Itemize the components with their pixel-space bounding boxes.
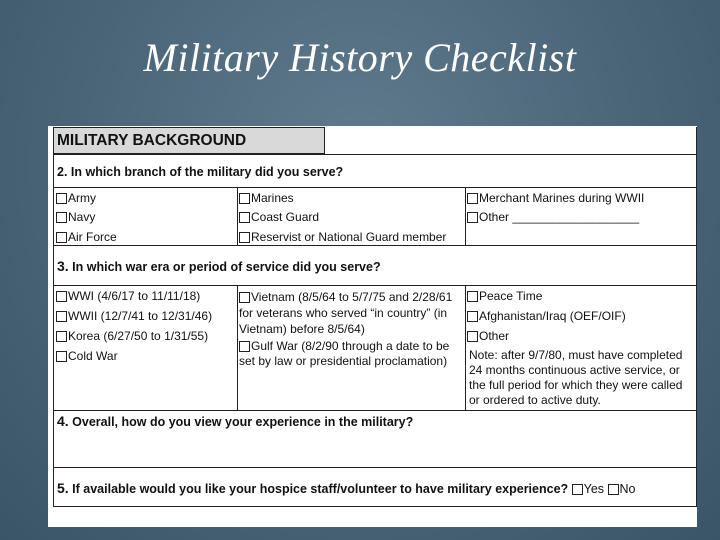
checkbox[interactable] bbox=[239, 212, 250, 223]
section-header: MILITARY BACKGROUND bbox=[54, 127, 325, 154]
divider bbox=[54, 187, 696, 188]
checkbox[interactable] bbox=[467, 193, 478, 204]
option-other-era[interactable] bbox=[467, 329, 509, 343]
question-2-label: 2. In which branch of the military did you serve? bbox=[57, 165, 344, 179]
checkbox[interactable] bbox=[56, 212, 67, 223]
option-wwii[interactable] bbox=[56, 309, 212, 323]
checkbox[interactable] bbox=[56, 232, 67, 243]
service-note: Note: after 9/7/80, must have completed 24 months continuous active service, or the full period for which they were called or ordered to active duty. bbox=[469, 348, 683, 407]
option-korea[interactable] bbox=[56, 329, 208, 343]
question-text: Overall, how do you view your experience in the military? bbox=[72, 415, 414, 429]
checkbox[interactable] bbox=[239, 193, 250, 204]
checkbox[interactable] bbox=[239, 341, 250, 352]
form-table bbox=[53, 127, 697, 507]
option-vietnam[interactable] bbox=[239, 289, 463, 337]
option-label: Gulf War (8/2/90 through a date to be set by law or presidential proclamation) bbox=[239, 339, 450, 368]
option-other-branch[interactable] bbox=[467, 210, 639, 224]
question-number: 4. bbox=[57, 413, 69, 429]
checkbox[interactable] bbox=[467, 311, 478, 322]
option-gulf-war[interactable] bbox=[239, 339, 463, 369]
column-divider bbox=[237, 187, 238, 245]
checkbox[interactable] bbox=[467, 291, 478, 302]
option-label: Marines bbox=[251, 191, 294, 205]
column-divider bbox=[465, 285, 466, 410]
military-background-form bbox=[48, 126, 697, 527]
option-cold-war[interactable] bbox=[56, 349, 118, 363]
question-4-label bbox=[57, 413, 413, 429]
option-air-force[interactable] bbox=[56, 230, 117, 244]
question-3-label bbox=[57, 258, 381, 274]
option-label: Army bbox=[68, 191, 96, 205]
checkbox[interactable] bbox=[467, 331, 478, 342]
divider bbox=[54, 154, 696, 155]
option-label: Peace Time bbox=[479, 289, 543, 303]
option-coast-guard[interactable] bbox=[239, 210, 319, 224]
option-peace-time[interactable] bbox=[467, 289, 542, 303]
checkbox[interactable] bbox=[56, 311, 67, 322]
question-text: In which war era or period of service did you serve? bbox=[72, 260, 381, 274]
option-army[interactable] bbox=[56, 191, 96, 205]
question-number: 3. bbox=[57, 258, 69, 274]
option-label: Afghanistan/Iraq (OEF/OIF) bbox=[479, 309, 626, 323]
column-divider bbox=[237, 285, 238, 410]
checkbox[interactable] bbox=[56, 291, 67, 302]
yes-label: Yes bbox=[583, 482, 605, 496]
option-label: Merchant Marines during WWII bbox=[479, 191, 645, 205]
option-label: Navy bbox=[68, 210, 96, 224]
option-afghanistan-iraq[interactable] bbox=[467, 309, 626, 323]
option-label: Reservist or National Guard member bbox=[251, 230, 447, 244]
option-label: WWI (4/6/17 to 11/11/18) bbox=[68, 289, 201, 303]
option-label: Coast Guard bbox=[251, 210, 320, 224]
question-5-label bbox=[57, 480, 636, 496]
option-label: Other bbox=[479, 329, 510, 343]
option-label: Other ___________________ bbox=[479, 210, 640, 224]
option-label: Air Force bbox=[68, 230, 117, 244]
yes-checkbox[interactable] bbox=[572, 484, 583, 495]
checkbox[interactable] bbox=[56, 331, 67, 342]
divider bbox=[54, 245, 696, 246]
column-divider bbox=[465, 187, 466, 245]
option-label: Korea (6/27/50 to 1/31/55) bbox=[68, 329, 209, 343]
option-marines[interactable] bbox=[239, 191, 294, 205]
option-navy[interactable] bbox=[56, 210, 95, 224]
option-label: Vietnam (8/5/64 to 5/7/75 and 2/28/61 for veterans who served “in country” (in Vietnam) before 8/5/64) bbox=[239, 290, 453, 336]
checkbox[interactable] bbox=[56, 351, 67, 362]
divider bbox=[54, 410, 696, 411]
checkbox[interactable] bbox=[56, 193, 67, 204]
option-reservist[interactable] bbox=[239, 230, 446, 244]
option-label: WWII (12/7/41 to 12/31/46) bbox=[68, 309, 213, 323]
checkbox[interactable] bbox=[239, 232, 250, 243]
checkbox[interactable] bbox=[239, 292, 250, 303]
no-label: No bbox=[619, 482, 636, 496]
divider bbox=[54, 467, 696, 468]
question-number: 5. bbox=[57, 480, 69, 496]
no-checkbox[interactable] bbox=[608, 484, 619, 495]
option-wwi[interactable] bbox=[56, 289, 200, 303]
option-label: Cold War bbox=[68, 349, 118, 363]
option-merchant-marines[interactable] bbox=[467, 191, 644, 205]
checkbox[interactable] bbox=[467, 212, 478, 223]
slide-title: Military History Checklist bbox=[143, 35, 577, 80]
divider bbox=[54, 285, 696, 286]
question-text: If available would you like your hospice staff/volunteer to have military experience? bbox=[72, 482, 569, 496]
